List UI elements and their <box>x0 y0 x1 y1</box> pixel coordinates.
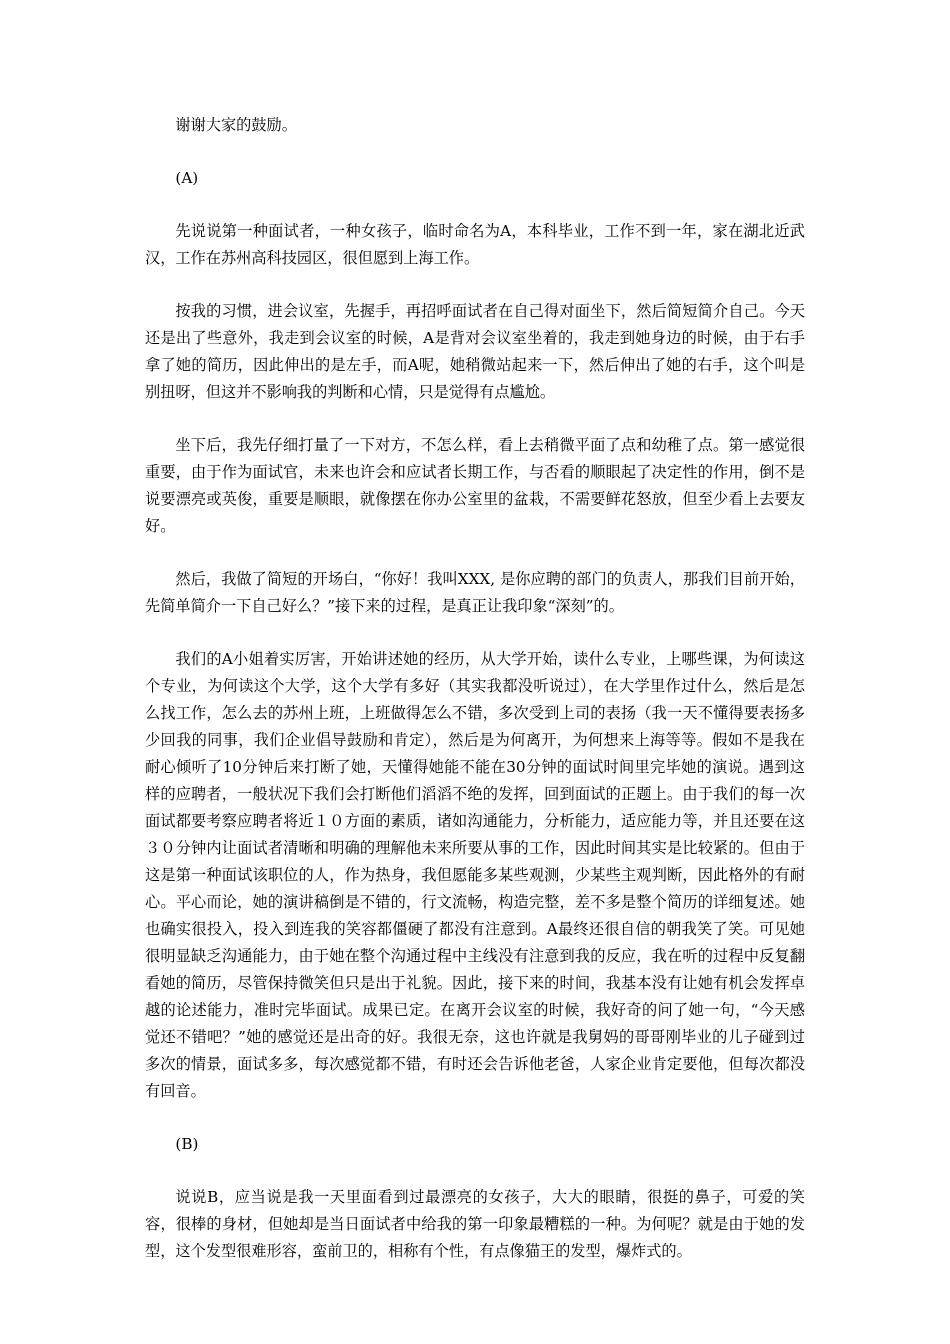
section-label-a: (A) <box>175 169 199 187</box>
paragraph-interview-a: 我们的A小姐着实厉害，开始讲述她的经历，从大学开始，读什么专业，上哪些课，为何读这个专业，为何读这个大学，这个大学有多好（其实我都没听说过），在大学里作过什么，然后是怎么找工作，怎么去的苏州上班，上班做得怎么不错，多次受到上司的表扬（我一天不懂得要表扬多少回我的同事，我们企业倡导鼓励和肯定），然后是为何离开，为何想来上海等等。假如不是我在耐心倾听了10分钟后来打断了她，天懂得她能不能在30分钟的面试时间里完毕她的演说。遇到这样的应聘者，一般状况下我们会打断他们滔滔不绝的发挥，回到面试的正题上。由于我们的每一次面试都要考察应聘者将近１０方面的素质，诸如沟通能力，分析能力，适应能力等，并且还要在这３０分钟内让面试者清晰和明确的理解他未来所要从事的工作，因此时间其实是比较紧的。但由于这是第一种面试该职位的人，作为热身，我但愿能多某些观测，少某些主观判断，因此格外的有耐心。平心而论，她的演讲稿倒是不错的，行文流畅，构造完整，差不多是整个简历的详细复述。她也确实很投入，投入到连我的笑容都僵硬了都没有注意到。A最终还很自信的朝我笑了笑。可见她很明显缺乏沟通能力，由于她在整个沟通过程中主线没有注意到我的反应，我在听的过程中反复翻看她的简历，尽管保持微笑但只是出于礼貌。因此，接下来的时间，我基本没有让她有机会发挥卓越的论述能力，准时完毕面试。成果已定。在离开会议室的时候，我好奇的问了她一句，“今天感觉还不错吧？”她的感觉还是出奇的好。我很无奈，这也许就是我舅妈的哥哥刚毕业的儿子碰到过多次的情景，面试多多，每次感觉都不错，有时还会告诉他老爸，人家企业肯定要他，但每次都没有回音。 <box>145 650 805 1100</box>
paragraph-thanks: 谢谢大家的鼓励。 <box>175 116 297 134</box>
paragraph-meeting: 按我的习惯，进会议室，先握手，再招呼面试者在自己得对面坐下，然后简短简介自己。今天还是出了些意外，我走到会议室的时候，A是背对会议室坐着的，我走到她身边的时候，由于右手拿了她的简历，因此伸出的是左手，而A呢，她稍微站起来一下，然后伸出了她的右手，这个叫是别扭呀，但这并不影响我的判断和心情，只是觉得有点尴尬。 <box>145 302 805 401</box>
paragraph-opening: 然后，我做了简短的开场白，“你好！我叫XXX, 是你应聘的部门的负责人，那我们目前开始，先简单简介一下自己好么？”接下来的过程，是真正让我印象“深刻”的。 <box>145 570 805 615</box>
paragraph-intro-a: 先说说第一种面试者，一种女孩子，临时命名为A，本科毕业，工作不到一年，家在湖北近武汉，工作在苏州高科技园区，很但愿到上海工作。 <box>145 222 805 267</box>
section-label-b: (B) <box>175 1135 199 1153</box>
paragraph-intro-b: 说说B，应当说是我一天里面看到过最漂亮的女孩子，大大的眼睛，很挺的鼻子，可爱的笑容，很棒的身材，但她却是当日面试者中给我的第一印象最糟糕的一种。为何呢？就是由于她的发型，这个发型很难形容，蛮前卫的，相称有个性，有点像猫王的发型，爆炸式的。 <box>145 1188 805 1260</box>
document-body <box>145 112 805 1291</box>
paragraph-first-impression: 坐下后，我先仔细打量了一下对方，不怎么样，看上去稍微平面了点和幼稚了点。第一感觉很重要，由于作为面试官，未来也许会和应试者长期工作，与否看的顺眼起了决定性的作用，倒不是说要漂亮或英俊，重要是顺眼，就像摆在你办公室里的盆栽，不需要鲜花怒放，但至少看上去要友好。 <box>145 436 805 535</box>
